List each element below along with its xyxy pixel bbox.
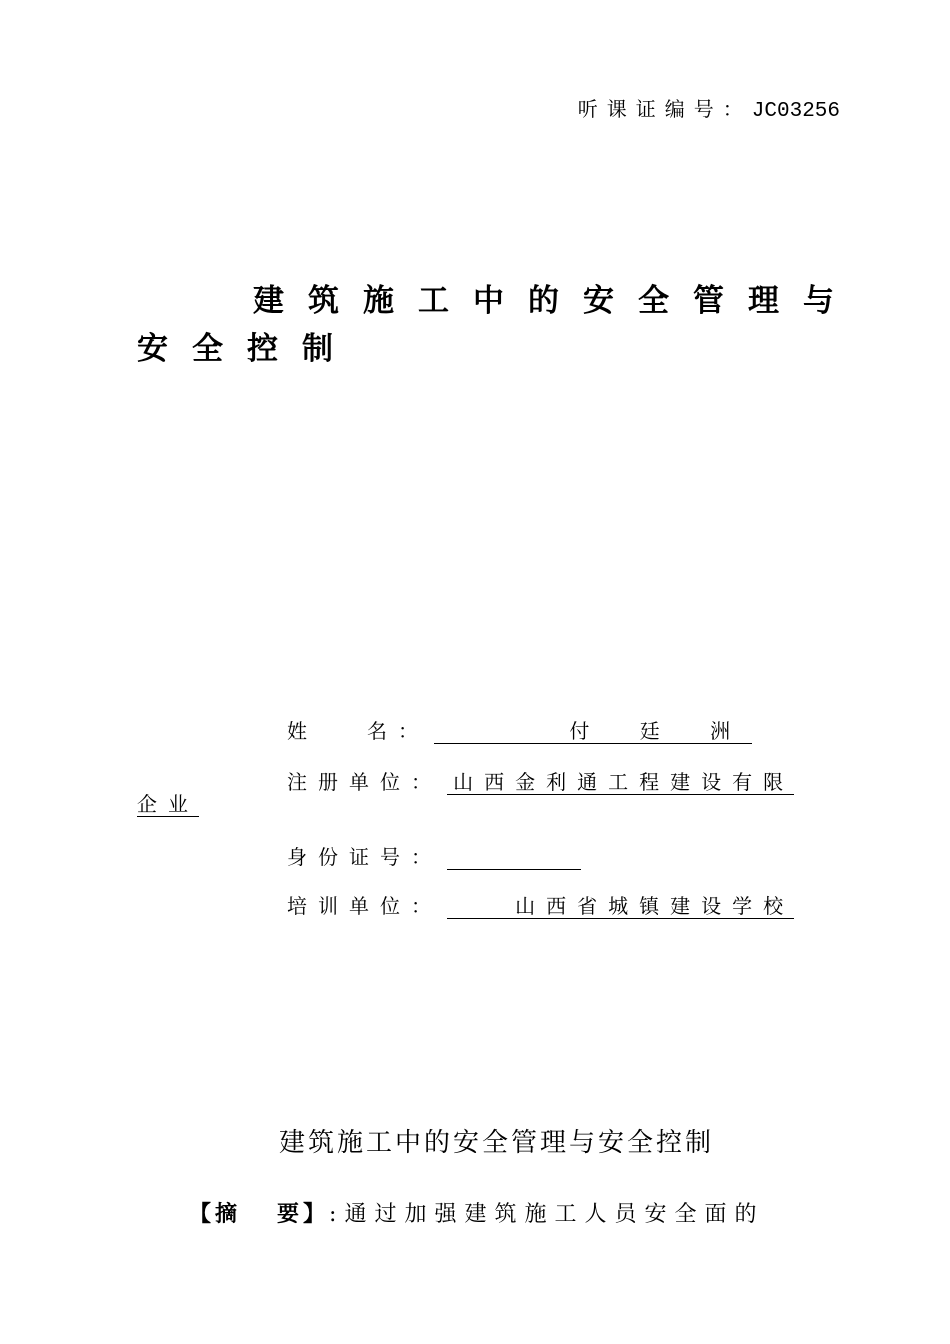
name-label-first: 姓	[287, 719, 307, 743]
name-value: 付 廷 洲	[434, 719, 752, 744]
abstract-heading-open: 【摘	[189, 1202, 242, 1227]
abstract-line	[189, 1197, 764, 1228]
training-value: 山西省城镇建设学校	[447, 894, 794, 919]
certificate-value: JC03256	[751, 100, 840, 123]
name-row	[287, 715, 752, 744]
section-title: 建筑施工中的安全管理与安全控制	[279, 1128, 715, 1158]
unit-row	[287, 766, 794, 795]
id-label: 身份证号：	[287, 845, 442, 869]
abstract-heading-close: 要】	[277, 1202, 330, 1227]
id-value	[447, 845, 581, 870]
document-title-line-2: 安全控制	[137, 331, 357, 367]
document-title-line-1: 建筑施工中的安全管理与	[253, 283, 858, 319]
certificate-number	[578, 93, 840, 123]
unit-label: 注册单位：	[287, 770, 442, 794]
name-label-second: 名：	[367, 719, 429, 743]
abstract-text: :通过加强建筑施工人员安全面的	[329, 1202, 765, 1227]
certificate-label: 听课证编号：	[577, 97, 752, 121]
training-row	[287, 890, 794, 919]
id-row	[287, 841, 581, 870]
unit-value: 山西金利通工程建设有限	[447, 770, 794, 795]
training-label: 培训单位：	[287, 894, 442, 918]
unit-value-continued: 企业	[137, 792, 199, 816]
abstract-heading	[189, 1202, 329, 1227]
